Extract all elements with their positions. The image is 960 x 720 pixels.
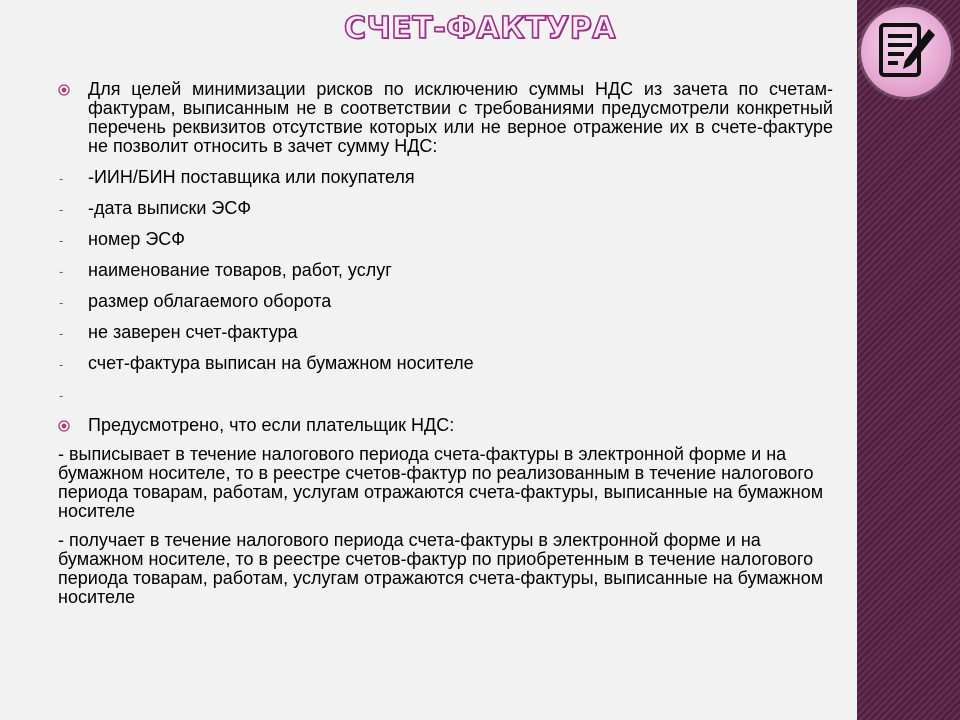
list-item-text: наименование товаров, работ, услуг: [88, 260, 392, 280]
dash-icon: -: [59, 171, 64, 186]
list-item: [58, 261, 833, 280]
list-item: [58, 199, 833, 218]
list-item-text: номер ЭСФ: [88, 229, 185, 249]
list-item: [58, 323, 833, 342]
intro-bullet: [58, 80, 833, 156]
slide-content: [58, 80, 833, 619]
dash-icon: -: [59, 357, 64, 372]
second-bullet: [58, 416, 833, 435]
list-item-text: счет-фактура выписан на бумажном носителе: [88, 353, 474, 373]
list-item-text: -ИИН/БИН поставщика или покупателя: [88, 167, 415, 187]
list-item-text: не заверен счет-фактура: [88, 322, 298, 342]
list-item: [58, 168, 833, 187]
dash-icon: -: [59, 233, 64, 248]
paragraph-1: - выписывает в течение налогового периода счета-фактуры в электронной форме и на бумажном носителе, то в реестре счетов-фактур по реализованным в течение налогового периода товарам, работам, услугам отражаются счета-фактуры, выписанные на бумажном носителе: [58, 444, 824, 521]
intro-text: Для целей минимизации рисков по исключению суммы НДС из зачета по счетам-фактурам, выписанным не в соответствии с требованиями предусмотрели конкретный перечень реквизитов отсутствие которых или не верное отражение их в счете-фактуре не позволит относить в зачет сумму НДС:: [88, 79, 833, 156]
list-item: [58, 292, 833, 311]
list-item: [58, 354, 833, 373]
list-item-empty: [58, 385, 833, 404]
dash-icon: -: [59, 326, 64, 341]
list-item: [58, 230, 833, 249]
list-item-text: -дата выписки ЭСФ: [88, 198, 252, 218]
dash-icon: -: [59, 295, 64, 310]
decorative-sidebar: [857, 0, 960, 720]
slide-title: СЧЕТ-ФАКТУРА: [344, 11, 616, 46]
bullet-icon: [58, 84, 70, 96]
second-bullet-text: Предусмотрено, что если плательщик НДС:: [88, 415, 455, 435]
bullet-icon: [58, 420, 70, 432]
dash-icon: -: [59, 202, 64, 217]
paragraph-2: - получает в течение налогового периода счета-фактуры в электронной форме и на бумажном носителе, то в реестре счетов-фактур по приобретенным в течение налогового периода товарам, работам, услугам отражаются счета-фактуры, выписанные на бумажном носителе: [58, 530, 824, 607]
list-item-text: размер облагаемого оборота: [88, 291, 332, 311]
dash-icon: -: [59, 388, 64, 403]
dash-icon: -: [59, 264, 64, 279]
